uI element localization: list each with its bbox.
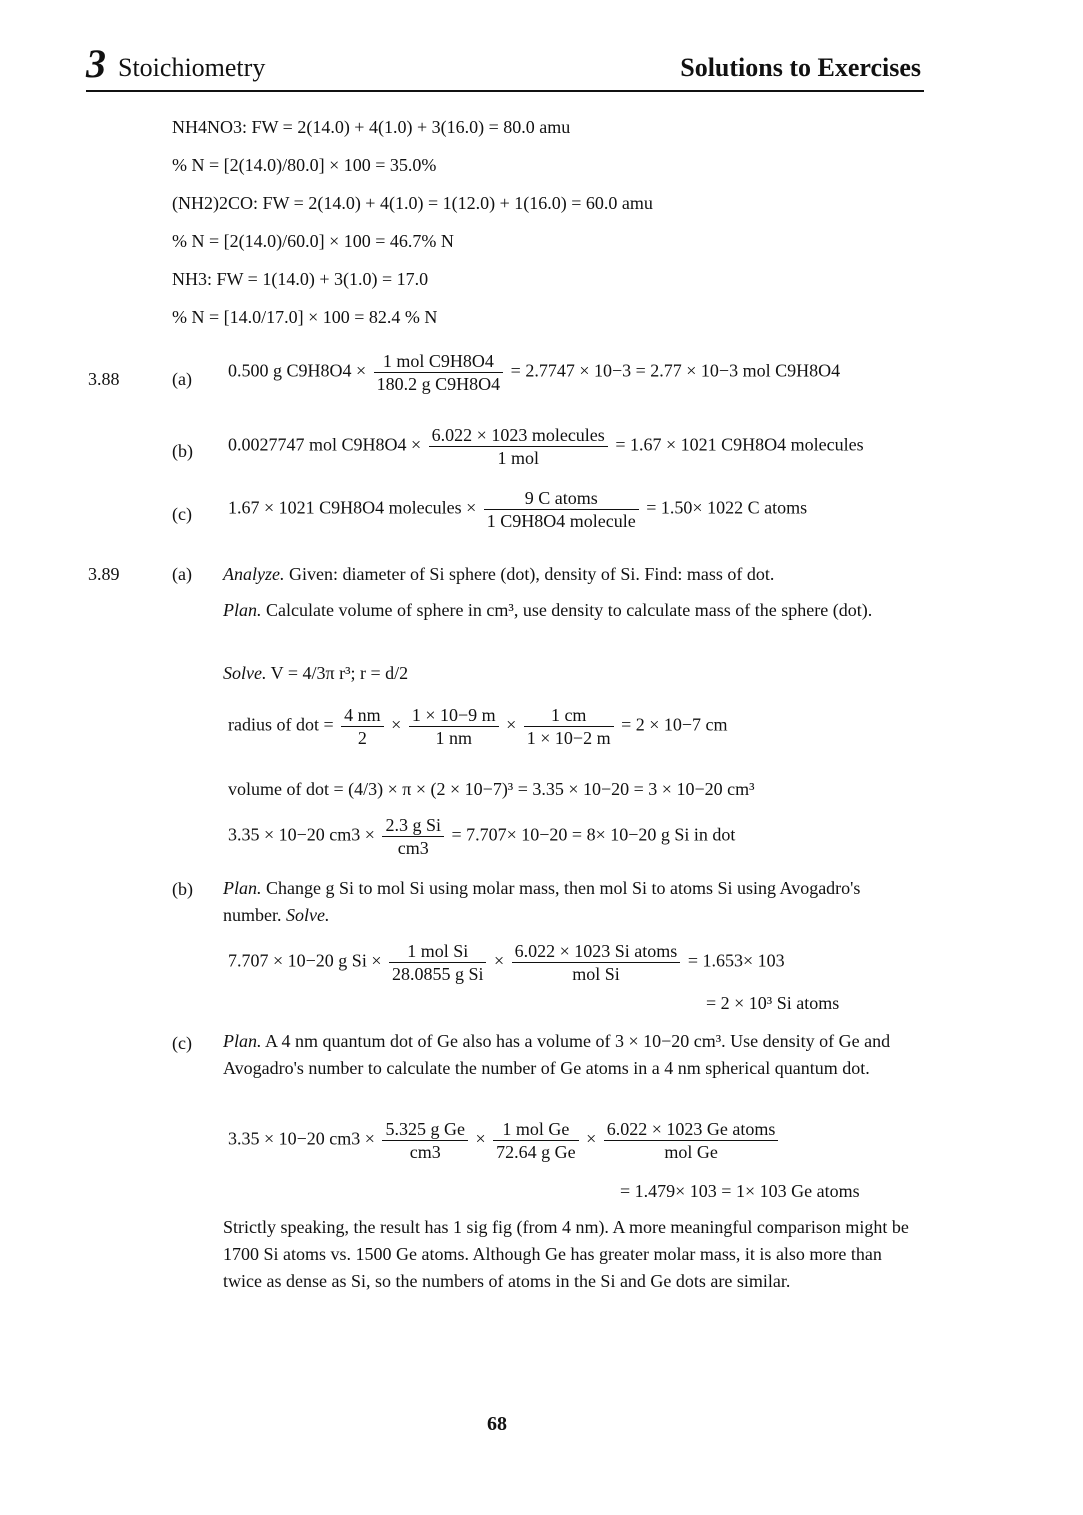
section-title: Solutions to Exercises bbox=[680, 53, 921, 82]
equation-388c: 1.67 × 1021 C9H8O4 molecules × $\frac{\text{9 C atoms}}{\text{1 C9H8O4 molecule}}$ = 1.50× 1022 C atoms bbox=[228, 488, 808, 531]
part-label: (a) bbox=[172, 564, 192, 584]
header-rule bbox=[86, 90, 924, 92]
volume-line: volume of dot = (4/3) × π × (2 × 10−7)³ = 3.35 × 10−20 = 3 × 10−20 cm³ bbox=[228, 779, 755, 799]
formula-line: NH3: FW = 1(14.0) + 3(1.0) = 17.0 bbox=[172, 269, 429, 289]
exercise-number: 3.89 bbox=[88, 564, 120, 584]
part-label: (c) bbox=[172, 1033, 192, 1053]
equation-389b: 7.707 × 10−20 g Si × $\frac{\text{1 mol Si}}{\text{28.0855 g Si}}$ × $\frac{\text{6.022 × 1023 Si atoms}}{\text{mol Si}}$ = 1.653× 103 bbox=[228, 941, 785, 984]
formula-line: (NH2)2CO: FW = 2(14.0) + 4(1.0) = 1(12.0) + 1(16.0) = 60.0 amu bbox=[172, 193, 653, 213]
part-label: (c) bbox=[172, 504, 192, 524]
result-line: = 1.479× 103 = 1× 103 Ge atoms bbox=[620, 1181, 860, 1201]
plan-paragraph: Plan. Change g Si to mol Si using molar mass, then mol Si to atoms Si using Avogadro's number. Solve. bbox=[223, 878, 861, 925]
plan-paragraph: Plan. A 4 nm quantum dot of Ge also has a volume of 3 × 10−20 cm³. Use density of Ge and Avogadro's number to calculate the number of Ge atoms in a 4 nm spherical quantum dot. bbox=[223, 1031, 891, 1078]
equation-389c: 3.35 × 10−20 cm3 × $\frac{\text{5.325 g Ge}}{cm3}$ × $\frac{\text{1 mol Ge}}{\text{72.64 g Ge}}$ × $\frac{\text{6.022 × 1023 Ge atoms}}{\text{mol Ge}}$ bbox=[228, 1118, 781, 1163]
formula-line: % N = [2(14.0)/60.0] × 100 = 46.7% N bbox=[172, 231, 454, 251]
formula-line: % N = [14.0/17.0] × 100 = 82.4 % N bbox=[172, 307, 438, 327]
exercise-number: 3.88 bbox=[88, 369, 120, 389]
analyze-line: Analyze. Given: diameter of Si sphere (dot), density of Si. Find: mass of dot. bbox=[223, 564, 775, 584]
equation-radius: radius of dot = $\frac{4 nm}{2}$ × $\frac{1 \times 10-9 m}{1 nm}$ × $\frac{1 cm}{1 \times 10-2 m}$ = 2 × 10−7 cm bbox=[228, 705, 728, 748]
equation-mass: 3.35 × 10−20 cm3 × $\frac{\text{2.3 g Si}}{cm3}$ = 7.707× 10−20 = 8× 10−20 g Si in dot bbox=[228, 815, 736, 858]
chapter-title: Stoichiometry bbox=[118, 53, 266, 82]
part-label: (a) bbox=[172, 369, 192, 389]
equation-388a: 0.500 g C9H8O4 × $\frac{\text{1 mol C9H8O4}}{\text{180.2 g C9H8O4}}$ = 2.7747 × 10−3 = 2.77 × 10−3 mol C9H8O4 bbox=[228, 351, 841, 394]
part-label: (b) bbox=[172, 441, 193, 461]
plan-paragraph: Plan. Calculate volume of sphere in cm³, use density to calculate mass of the sphere (dot). bbox=[223, 600, 873, 620]
part-label: (b) bbox=[172, 879, 193, 899]
result-line: = 2 × 10³ Si atoms bbox=[706, 993, 840, 1013]
solve-line: Solve. V = 4/3π r³; r = d/2 bbox=[223, 663, 409, 683]
closing-paragraph: Strictly speaking, the result has 1 sig fig (from 4 nm). A more meaningful comparison might be 1700 Si atoms vs. 1500 Ge atoms. Although Ge has greater molar mass, it is also more than twice as dense as Si, so the numbers of atoms in the Si and Ge dots are similar. bbox=[223, 1217, 909, 1291]
page-number: 68 bbox=[487, 1413, 507, 1435]
formula-line: % N = [2(14.0)/80.0] × 100 = 35.0% bbox=[172, 155, 437, 175]
formula-line: NH4NO3: FW = 2(14.0) + 4(1.0) + 3(16.0) = 80.0 amu bbox=[172, 117, 571, 137]
chapter-number: 3 bbox=[86, 41, 106, 86]
equation-388b: 0.0027747 mol C9H8O4 × $\frac{\text{6.022 × 1023 molecules}}{\text{1 mol}}$ = 1.67 × 1021 C9H8O4 molecules bbox=[228, 425, 864, 468]
